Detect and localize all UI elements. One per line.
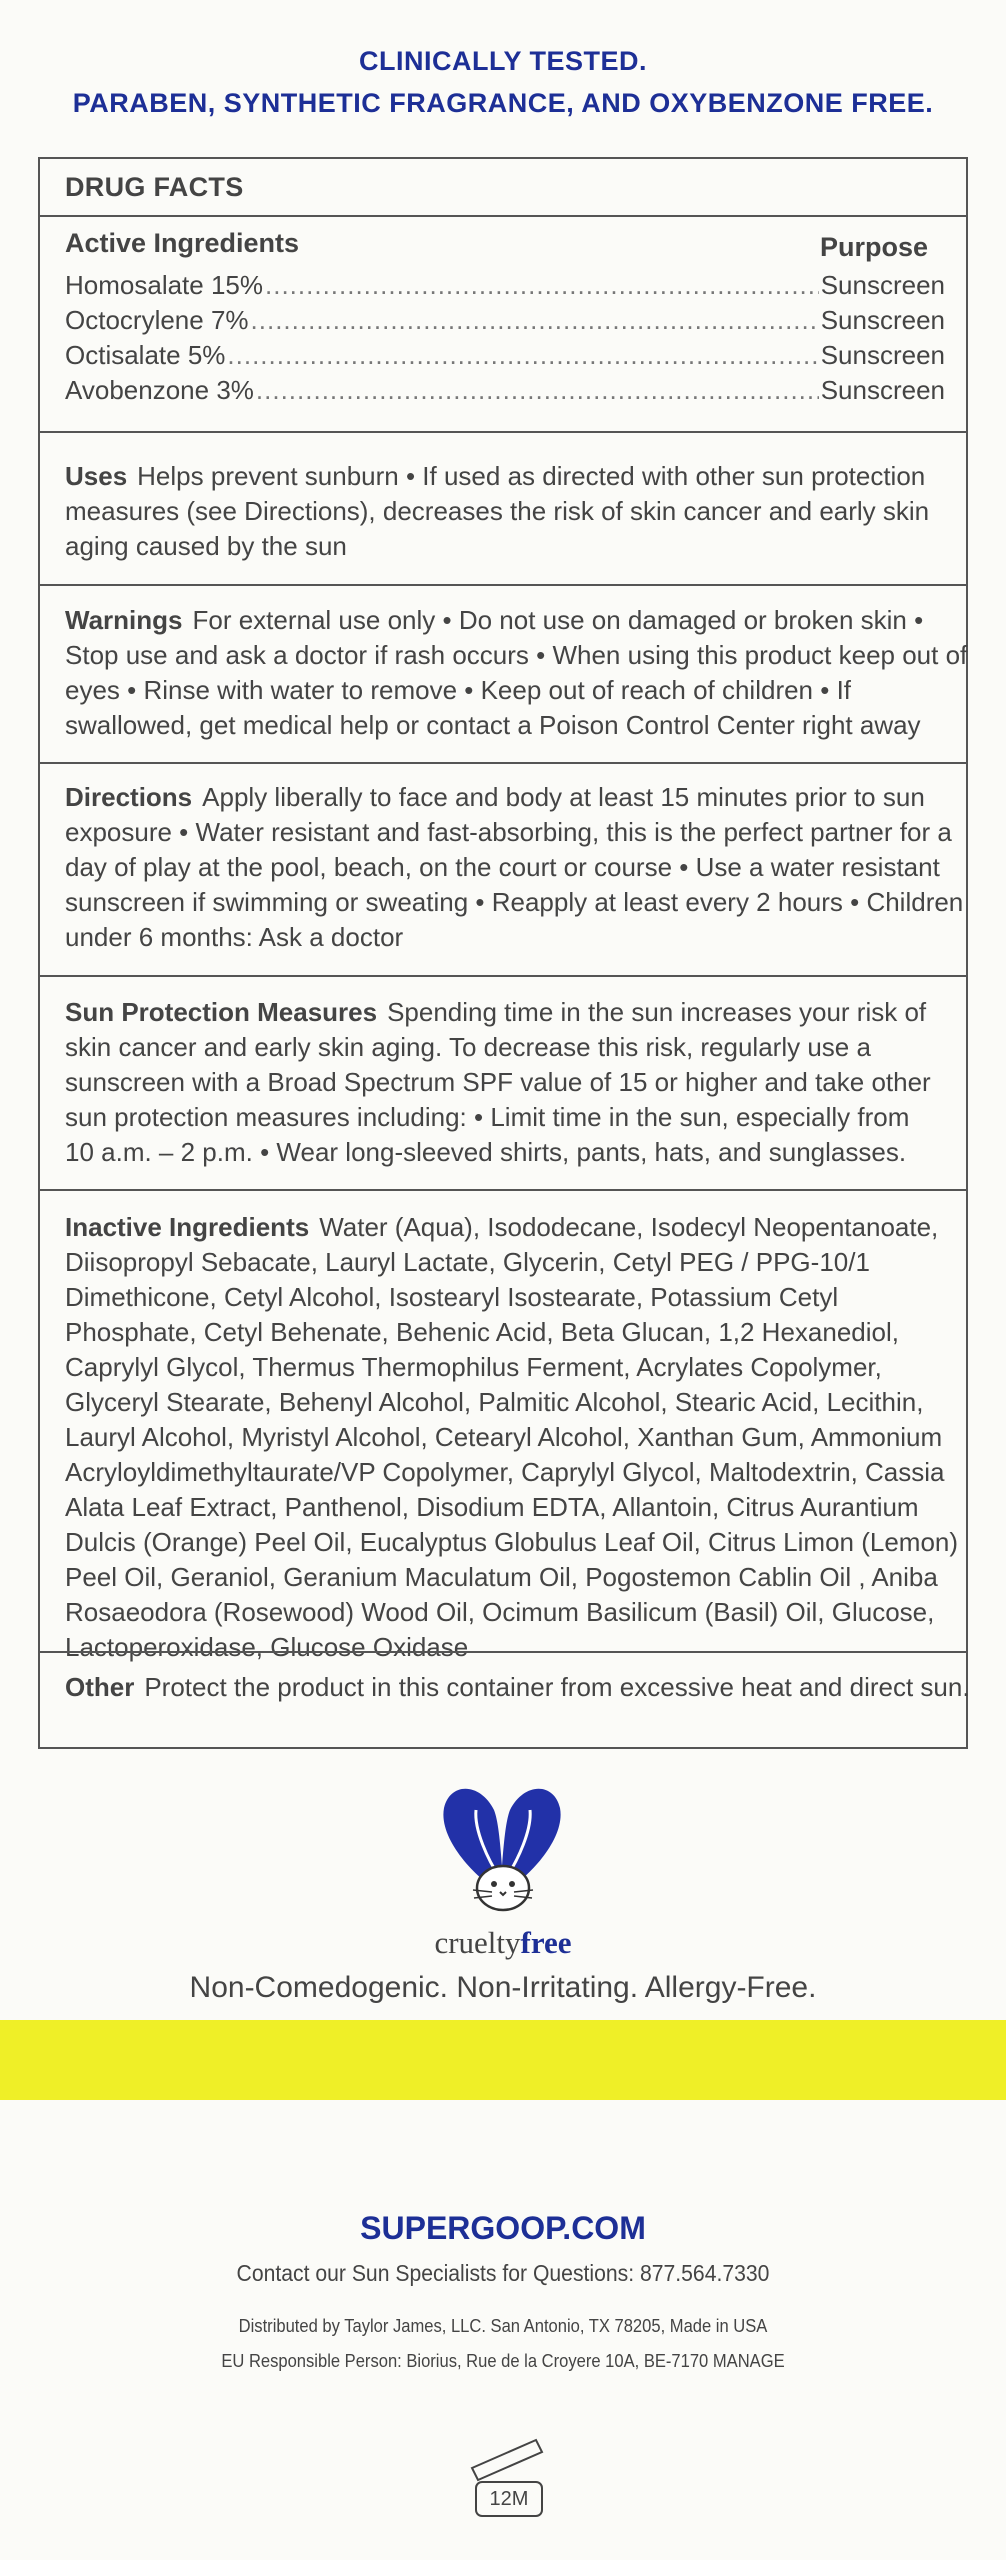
ingredient-name: Homosalate 15% xyxy=(65,270,263,300)
free-word: free xyxy=(520,1925,572,1960)
divider xyxy=(40,431,966,433)
active-ingredient-row xyxy=(65,340,945,374)
sun-protection-text: skin cancer and early skin aging. To decrease this risk, regularly use a xyxy=(65,1032,871,1062)
directions-text: exposure • Water resistant and fast-absorbing, this is the perfect partner for a xyxy=(65,817,952,847)
leader-dots xyxy=(227,340,818,371)
directions-section xyxy=(65,780,964,955)
uses-heading: Uses xyxy=(65,461,128,491)
inactive-ingredients-section xyxy=(65,1210,959,1665)
ingredient-name: Avobenzone 3% xyxy=(65,375,254,405)
divider xyxy=(40,215,966,217)
other-section xyxy=(65,1670,970,1705)
inactive-text: Glyceryl Stearate, Behenyl Alcohol, Palmitic Alcohol, Stearic Acid, Lecithin, xyxy=(65,1387,924,1417)
eu-responsible: EU Responsible Person: Biorius, Rue de la Croyere 10A, BE-7170 MANAGE xyxy=(221,2351,785,2371)
sun-protection-section xyxy=(65,995,945,1170)
directions-text: under 6 months: Ask a doctor xyxy=(65,922,404,952)
uses-text: Helps prevent sunburn • If used as directed with other sun protection xyxy=(137,461,926,491)
sun-protection-text: 10 a.m. – 2 p.m. • Wear long-sleeved shirts, pants, hats, and sunglasses. xyxy=(65,1137,907,1167)
warnings-text: swallowed, get medical help or contact a Poison Control Center right away xyxy=(65,710,921,740)
ingredient-purpose: Sunscreen xyxy=(820,270,945,300)
leader-dots xyxy=(256,375,819,406)
sun-protection-heading: Sun Protection Measures xyxy=(65,997,378,1027)
directions-text: day of play at the pool, beach, on the court or course • Use a water resistant xyxy=(65,852,940,882)
active-ingredients-heading: Active Ingredients xyxy=(65,228,300,258)
divider xyxy=(40,584,966,586)
warnings-text: Stop use and ask a doctor if rash occurs • When using this product keep out of xyxy=(65,640,968,670)
bunny-heart-icon xyxy=(418,1770,588,1920)
uses-text: aging caused by the sun xyxy=(65,531,347,561)
divider xyxy=(40,1651,966,1653)
leader-dots xyxy=(265,270,819,301)
inactive-text: Dimethicone, Cetyl Alcohol, Isostearyl Isostearate, Potassium Cetyl xyxy=(65,1282,839,1312)
divider xyxy=(40,762,966,764)
ingredient-name: Octocrylene 7% xyxy=(65,305,249,335)
leader-dots xyxy=(251,305,819,336)
divider xyxy=(40,975,966,977)
drug-facts-title: DRUG FACTS xyxy=(65,172,244,202)
ingredient-name: Octisalate 5% xyxy=(65,340,226,370)
header-line-1: CLINICALLY TESTED. xyxy=(358,46,648,76)
inactive-text: Alata Leaf Extract, Panthenol, Disodium EDTA, Allantoin, Citrus Aurantium xyxy=(65,1492,919,1522)
active-ingredient-row xyxy=(65,270,945,304)
ingredient-purpose: Sunscreen xyxy=(820,375,945,405)
cruelty-word: cruelty xyxy=(434,1925,521,1960)
ingredient-purpose: Sunscreen xyxy=(820,340,945,370)
inactive-text: Phosphate, Cetyl Behenate, Behenic Acid, Beta Glucan, 1,2 Hexanediol, xyxy=(65,1317,899,1347)
sun-protection-text: sun protection measures including: • Limit time in the sun, especially from xyxy=(65,1102,910,1132)
inactive-text: Dulcis (Orange) Peel Oil, Eucalyptus Globulus Leaf Oil, Citrus Limon (Lemon) xyxy=(65,1527,959,1557)
active-ingredient-row xyxy=(65,375,945,409)
pao-label: 12M xyxy=(489,2488,529,2510)
cruelty-free-wordmark xyxy=(0,1925,1006,1961)
warnings-text: For external use only • Do not use on damaged or broken skin • xyxy=(192,605,924,635)
yellow-band xyxy=(0,2020,1006,2100)
warnings-text: eyes • Rinse with water to remove • Keep out of reach of children • If xyxy=(65,675,852,705)
distributed-by: Distributed by Taylor James, LLC. San Antonio, TX 78205, Made in USA xyxy=(238,2316,768,2336)
active-ingredient-row xyxy=(65,305,945,339)
purpose-heading: Purpose xyxy=(819,232,928,262)
contact-line: Contact our Sun Specialists for Questions: 877.564.7330 xyxy=(236,2260,770,2286)
other-heading: Other xyxy=(65,1672,135,1702)
inactive-text: Diisopropyl Sebacate, Lauryl Lactate, Glycerin, Cetyl PEG / PPG-10/1 xyxy=(65,1247,870,1277)
open-jar-icon xyxy=(466,2418,552,2518)
inactive-text: Peel Oil, Geraniol, Geranium Maculatum Oil, Pogostemon Cablin Oil , Aniba xyxy=(65,1562,938,1592)
uses-section xyxy=(65,459,945,564)
inactive-heading: Inactive Ingredients xyxy=(65,1212,310,1242)
ingredient-purpose: Sunscreen xyxy=(820,305,945,335)
uses-text: measures (see Directions), decreases the risk of skin cancer and early skin xyxy=(65,496,930,526)
website: SUPERGOOP.COM xyxy=(360,2210,646,2246)
sun-protection-text: Spending time in the sun increases your risk of xyxy=(387,997,927,1027)
directions-text: Apply liberally to face and body at least 15 minutes prior to sun xyxy=(202,782,925,812)
drug-facts-panel xyxy=(38,157,968,1749)
product-claims: Non-Comedogenic. Non-Irritating. Allergy-Free. xyxy=(189,1971,817,2004)
inactive-text: Water (Aqua), Isododecane, Isodecyl Neopentanoate, xyxy=(319,1212,939,1242)
inactive-text: Rosaeodora (Rosewood) Wood Oil, Ocimum Basilicum (Basil) Oil, Glucose, xyxy=(65,1597,935,1627)
directions-heading: Directions xyxy=(65,782,193,812)
inactive-text: Caprylyl Glycol, Thermus Thermophilus Ferment, Acrylates Copolymer, xyxy=(65,1352,882,1382)
sun-protection-text: sunscreen with a Broad Spectrum SPF value of 15 or higher and take other xyxy=(65,1067,931,1097)
inactive-text: Acryloyldimethyltaurate/VP Copolymer, Caprylyl Glycol, Maltodextrin, Cassia xyxy=(65,1457,945,1487)
warnings-heading: Warnings xyxy=(65,605,183,635)
inactive-text: Lauryl Alcohol, Myristyl Alcohol, Cetearyl Alcohol, Xanthan Gum, Ammonium xyxy=(65,1422,943,1452)
warnings-section xyxy=(65,603,968,743)
divider xyxy=(40,1189,966,1191)
header-line-2: PARABEN, SYNTHETIC FRAGRANCE, AND OXYBENZONE FREE. xyxy=(72,88,934,118)
inactive-text: Lactoperoxidase, Glucose Oxidase xyxy=(65,1632,469,1662)
other-text: Protect the product in this container from excessive heat and direct sun. xyxy=(144,1672,970,1702)
directions-text: sunscreen if swimming or sweating • Reapply at least every 2 hours • Children xyxy=(65,887,964,917)
